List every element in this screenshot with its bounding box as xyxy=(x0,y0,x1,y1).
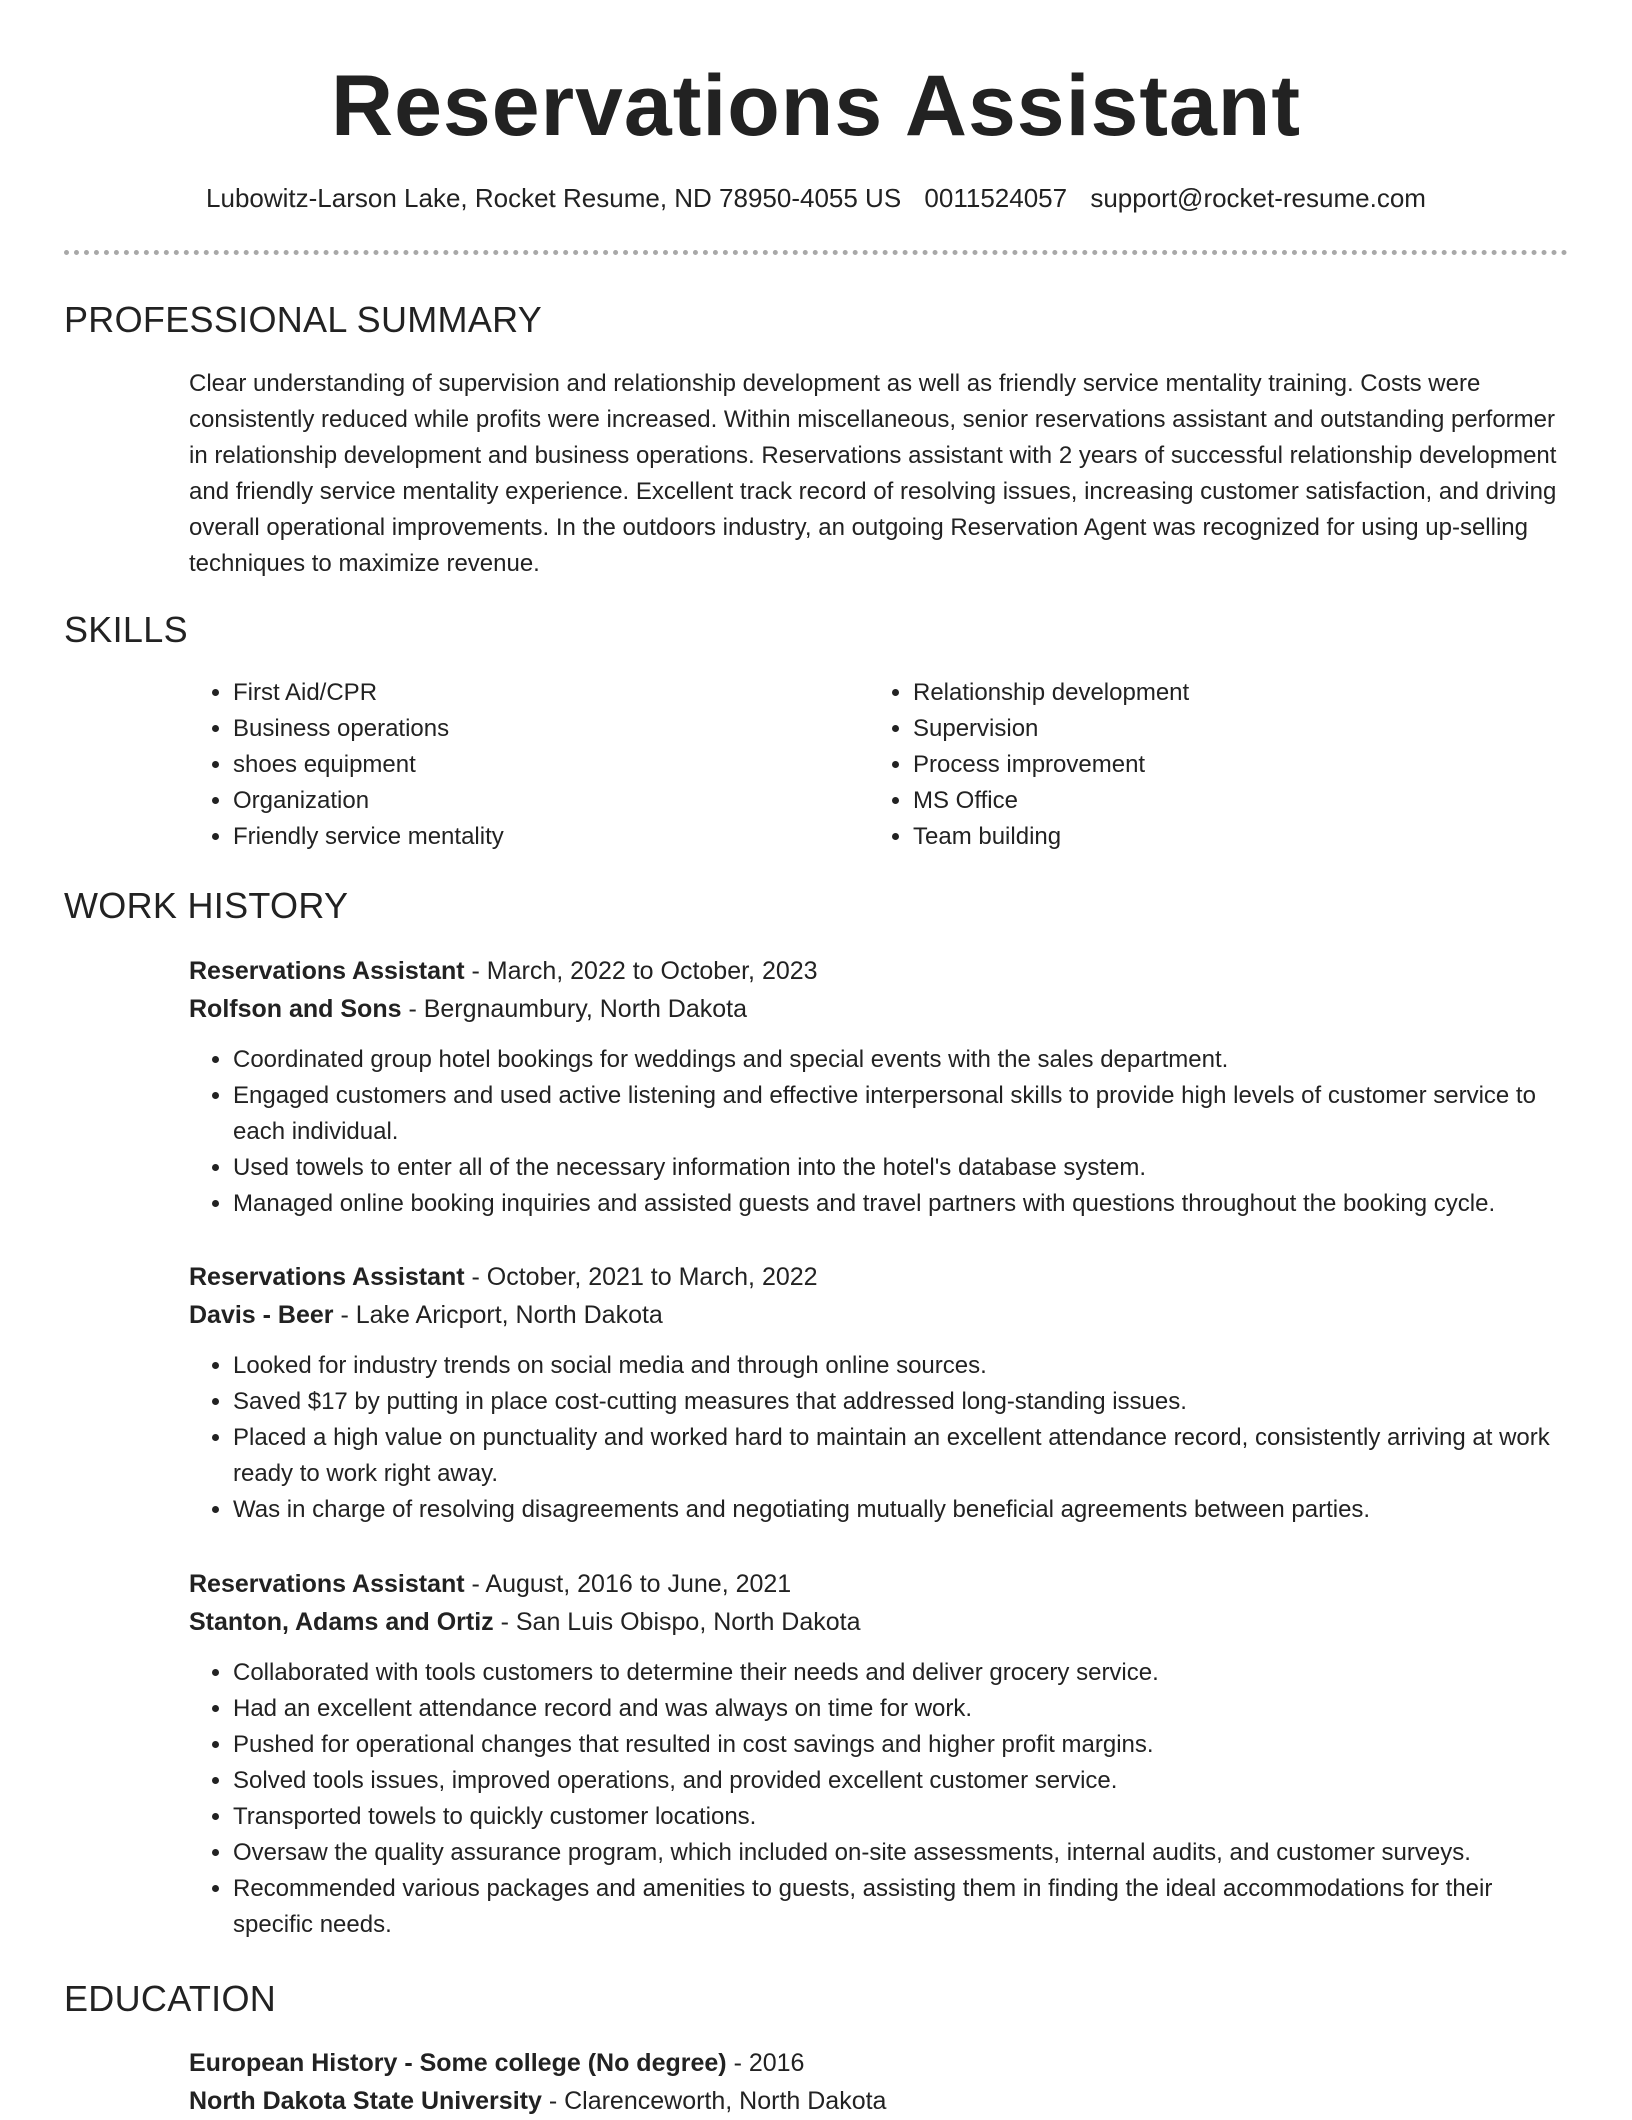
job-location: - Lake Aricport, North Dakota xyxy=(333,1301,663,1329)
skill-item: • Friendly service mentality xyxy=(233,819,869,855)
summary-body xyxy=(189,366,1568,582)
job-location: - Bergnaumbury, North Dakota xyxy=(401,995,748,1023)
education-heading: EDUCATION xyxy=(64,1978,277,2019)
job-bullet: • Had an excellent attendance record and was always on time for work. xyxy=(233,1691,1568,1727)
header-divider xyxy=(64,250,1568,255)
job-bullet: • Used towels to enter all of the necessary information into the hotel's database system. xyxy=(233,1150,1568,1186)
job-bullets xyxy=(189,1042,1568,1222)
contact-line xyxy=(0,180,1632,216)
job-company-line xyxy=(189,990,1568,1028)
job-bullet: • Was in charge of resolving disagreements and negotiating mutually beneficial agreements between parties. xyxy=(233,1492,1568,1528)
job-title-line xyxy=(189,952,1568,990)
summary-heading: PROFESSIONAL SUMMARY xyxy=(64,299,543,340)
job-role: Reservations Assistant xyxy=(189,1570,465,1598)
education-degree-line xyxy=(189,2044,1568,2082)
work-heading: WORK HISTORY xyxy=(64,885,349,926)
job-title-line xyxy=(189,1258,1568,1296)
job-bullet: • Transported towels to quickly customer locations. xyxy=(233,1799,1568,1835)
education-school-line xyxy=(189,2082,1568,2120)
job-bullet: • Placed a high value on punctuality and worked hard to maintain an excellent attendance record, consistently arriving at work ready to work right away. xyxy=(233,1420,1568,1492)
skills-column-2 xyxy=(869,675,1189,855)
education-year: - 2016 xyxy=(726,2049,805,2077)
job-bullet: • Collaborated with tools customers to determine their needs and deliver grocery service. xyxy=(233,1655,1568,1691)
education-degree: European History - Some college (No degree) xyxy=(189,2049,727,2077)
job-bullet: • Looked for industry trends on social media and through online sources. xyxy=(233,1348,1568,1384)
candidate-name: Reservations Assistant xyxy=(331,58,1301,154)
summary-text: Clear understanding of supervision and relationship development as well as friendly service mentality training. Costs were consistently reduced while profits were increased. Within miscellaneous, senior reservations assistant and outstanding performer in relationship development and business operations. Reservations assistant with 2 years of successful relationship development and friendly service mentality experience. Excellent track record of resolving issues, increasing customer satisfaction, and driving overall operational improvements. In the outdoors industry, an outgoing Reservation Agent was recognized for using up-selling techniques to maximize revenue. xyxy=(189,370,1557,577)
job-company-line xyxy=(189,1603,1568,1641)
skill-item: • MS Office xyxy=(913,783,1189,819)
job-bullets xyxy=(189,1348,1568,1528)
job-dates: - October, 2021 to March, 2022 xyxy=(464,1263,818,1291)
job-dates: - March, 2022 to October, 2023 xyxy=(464,957,818,985)
contact-email: support@rocket-resume.com xyxy=(1090,183,1426,213)
job-dates: - August, 2016 to June, 2021 xyxy=(464,1570,792,1598)
job-entry xyxy=(189,952,1568,1222)
skill-item: • Business operations xyxy=(233,711,869,747)
job-bullet: • Managed online booking inquiries and assisted guests and travel partners with questions throughout the booking cycle. xyxy=(233,1186,1568,1222)
skill-item: • Process improvement xyxy=(913,747,1189,783)
job-company-line xyxy=(189,1296,1568,1334)
skill-item: • shoes equipment xyxy=(233,747,869,783)
job-bullet: • Pushed for operational changes that resulted in cost savings and higher profit margins. xyxy=(233,1727,1568,1763)
education-school: North Dakota State University xyxy=(189,2087,542,2115)
job-bullet: • Coordinated group hotel bookings for weddings and special events with the sales department. xyxy=(233,1042,1568,1078)
job-title-line xyxy=(189,1565,1568,1603)
job-role: Reservations Assistant xyxy=(189,957,465,985)
education-entry xyxy=(189,2044,1568,2120)
job-entry xyxy=(189,1258,1568,1528)
job-bullet: • Solved tools issues, improved operations, and provided excellent customer service. xyxy=(233,1763,1568,1799)
job-company: Stanton, Adams and Ortiz xyxy=(189,1608,494,1636)
skills-list xyxy=(189,675,1568,855)
skills-heading: SKILLS xyxy=(64,609,188,650)
job-bullet: • Recommended various packages and amenities to guests, assisting them in finding the ideal accommodations for their specific needs. xyxy=(233,1871,1568,1943)
contact-address: Lubowitz-Larson Lake, Rocket Resume, ND 78950-4055 US xyxy=(206,183,902,213)
job-company: Rolfson and Sons xyxy=(189,995,402,1023)
job-entry xyxy=(189,1565,1568,1943)
skill-item: • First Aid/CPR xyxy=(233,675,869,711)
contact-phone: 0011524057 xyxy=(924,183,1068,213)
job-bullet: • Engaged customers and used active listening and effective interpersonal skills to provide high levels of customer service to each individual. xyxy=(233,1078,1568,1150)
skill-item: • Relationship development xyxy=(913,675,1189,711)
skill-item: • Team building xyxy=(913,819,1189,855)
education-location: - Clarenceworth, North Dakota xyxy=(541,2087,887,2115)
job-role: Reservations Assistant xyxy=(189,1263,465,1291)
skill-item: • Organization xyxy=(233,783,869,819)
job-location: - San Luis Obispo, North Dakota xyxy=(493,1608,861,1636)
skills-column-1 xyxy=(189,675,869,855)
skill-item: • Supervision xyxy=(913,711,1189,747)
job-bullet: • Saved $17 by putting in place cost-cutting measures that addressed long-standing issues. xyxy=(233,1384,1568,1420)
job-bullet: • Oversaw the quality assurance program, which included on-site assessments, internal audits, and customer surveys. xyxy=(233,1835,1568,1871)
job-bullets xyxy=(189,1655,1568,1943)
job-company: Davis - Beer xyxy=(189,1301,334,1329)
